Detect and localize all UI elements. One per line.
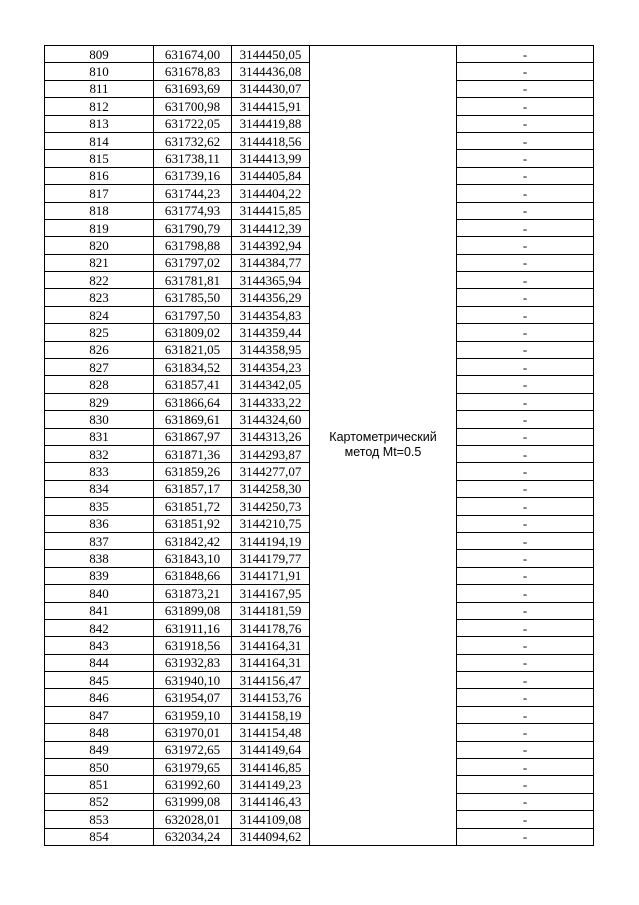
note-cell: - [457,376,594,393]
note-cell: - [457,289,594,306]
x-coordinate-cell: 631834,52 [154,359,232,376]
y-coordinate-cell: 3144333,22 [232,393,310,410]
x-coordinate-cell: 631899,08 [154,602,232,619]
point-number-cell: 813 [45,115,154,132]
x-coordinate-cell: 631918,56 [154,637,232,654]
note-cell: - [457,724,594,741]
coordinates-table-body [45,46,594,846]
note-cell: - [457,811,594,828]
point-number-cell: 847 [45,706,154,723]
x-coordinate-cell: 631866,64 [154,393,232,410]
point-number-cell: 849 [45,741,154,758]
point-number-cell: 830 [45,411,154,428]
y-coordinate-cell: 3144359,44 [232,324,310,341]
y-coordinate-cell: 3144258,30 [232,480,310,497]
note-cell: - [457,63,594,80]
x-coordinate-cell: 631869,61 [154,411,232,428]
x-coordinate-cell: 631843,10 [154,550,232,567]
point-number-cell: 824 [45,306,154,323]
y-coordinate-cell: 3144430,07 [232,80,310,97]
note-cell: - [457,254,594,271]
point-number-cell: 843 [45,637,154,654]
x-coordinate-cell: 631744,23 [154,185,232,202]
x-coordinate-cell: 631954,07 [154,689,232,706]
x-coordinate-cell: 631797,50 [154,306,232,323]
y-coordinate-cell: 3144404,22 [232,185,310,202]
note-cell: - [457,759,594,776]
note-cell: - [457,80,594,97]
note-cell: - [457,480,594,497]
note-cell: - [457,550,594,567]
x-coordinate-cell: 631738,11 [154,150,232,167]
y-coordinate-cell: 3144342,05 [232,376,310,393]
point-number-cell: 820 [45,237,154,254]
point-number-cell: 845 [45,672,154,689]
note-cell: - [457,324,594,341]
point-number-cell: 828 [45,376,154,393]
note-cell: - [457,202,594,219]
note-cell: - [457,219,594,236]
table-row [45,46,594,63]
note-cell: - [457,741,594,758]
y-coordinate-cell: 3144194,19 [232,532,310,549]
note-cell: - [457,515,594,532]
y-coordinate-cell: 3144178,76 [232,619,310,636]
y-coordinate-cell: 3144179,77 [232,550,310,567]
note-cell: - [457,115,594,132]
y-coordinate-cell: 3144415,85 [232,202,310,219]
y-coordinate-cell: 3144293,87 [232,445,310,462]
point-number-cell: 851 [45,776,154,793]
x-coordinate-cell: 631871,36 [154,445,232,462]
point-number-cell: 838 [45,550,154,567]
x-coordinate-cell: 631781,81 [154,272,232,289]
y-coordinate-cell: 3144156,47 [232,672,310,689]
point-number-cell: 837 [45,532,154,549]
y-coordinate-cell: 3144149,64 [232,741,310,758]
x-coordinate-cell: 631678,83 [154,63,232,80]
y-coordinate-cell: 3144146,85 [232,759,310,776]
point-number-cell: 811 [45,80,154,97]
y-coordinate-cell: 3144358,95 [232,341,310,358]
y-coordinate-cell: 3144153,76 [232,689,310,706]
y-coordinate-cell: 3144313,26 [232,428,310,445]
point-number-cell: 809 [45,46,154,63]
method-accuracy: метод Mt=0.5 [344,445,422,460]
y-coordinate-cell: 3144164,31 [232,654,310,671]
point-number-cell: 818 [45,202,154,219]
note-cell: - [457,672,594,689]
y-coordinate-cell: 3144149,23 [232,776,310,793]
note-cell: - [457,776,594,793]
x-coordinate-cell: 631732,62 [154,132,232,149]
x-coordinate-cell: 631857,41 [154,376,232,393]
note-cell: - [457,411,594,428]
x-coordinate-cell: 631790,79 [154,219,232,236]
method-name: Картометрический [329,430,437,445]
x-coordinate-cell: 631842,42 [154,532,232,549]
x-coordinate-cell: 631959,10 [154,706,232,723]
y-coordinate-cell: 3144354,23 [232,359,310,376]
point-number-cell: 826 [45,341,154,358]
x-coordinate-cell: 631821,05 [154,341,232,358]
x-coordinate-cell: 632034,24 [154,828,232,845]
note-cell: - [457,306,594,323]
point-number-cell: 832 [45,445,154,462]
y-coordinate-cell: 3144277,07 [232,463,310,480]
point-number-cell: 835 [45,498,154,515]
point-number-cell: 842 [45,619,154,636]
point-number-cell: 815 [45,150,154,167]
y-coordinate-cell: 3144405,84 [232,167,310,184]
x-coordinate-cell: 631722,05 [154,115,232,132]
point-number-cell: 848 [45,724,154,741]
point-number-cell: 839 [45,567,154,584]
y-coordinate-cell: 3144392,94 [232,237,310,254]
point-number-cell: 831 [45,428,154,445]
y-coordinate-cell: 3144324,60 [232,411,310,428]
point-number-cell: 821 [45,254,154,271]
coordinates-table [44,45,594,846]
note-cell: - [457,341,594,358]
x-coordinate-cell: 632028,01 [154,811,232,828]
note-cell: - [457,793,594,810]
y-coordinate-cell: 3144354,83 [232,306,310,323]
point-number-cell: 846 [45,689,154,706]
x-coordinate-cell: 631693,69 [154,80,232,97]
y-coordinate-cell: 3144146,43 [232,793,310,810]
x-coordinate-cell: 631867,97 [154,428,232,445]
y-coordinate-cell: 3144436,08 [232,63,310,80]
y-coordinate-cell: 3144181,59 [232,602,310,619]
note-cell: - [457,46,594,63]
y-coordinate-cell: 3144450,05 [232,46,310,63]
x-coordinate-cell: 631809,02 [154,324,232,341]
x-coordinate-cell: 631873,21 [154,585,232,602]
point-number-cell: 825 [45,324,154,341]
point-number-cell: 840 [45,585,154,602]
note-cell: - [457,237,594,254]
note-cell: - [457,272,594,289]
x-coordinate-cell: 631979,65 [154,759,232,776]
note-cell: - [457,619,594,636]
point-number-cell: 833 [45,463,154,480]
x-coordinate-cell: 631674,00 [154,46,232,63]
note-cell: - [457,567,594,584]
note-cell: - [457,602,594,619]
point-number-cell: 822 [45,272,154,289]
point-number-cell: 823 [45,289,154,306]
note-cell: - [457,393,594,410]
x-coordinate-cell: 631785,50 [154,289,232,306]
point-number-cell: 816 [45,167,154,184]
point-number-cell: 853 [45,811,154,828]
x-coordinate-cell: 631859,26 [154,463,232,480]
note-cell: - [457,828,594,845]
point-number-cell: 819 [45,219,154,236]
x-coordinate-cell: 631992,60 [154,776,232,793]
y-coordinate-cell: 3144154,48 [232,724,310,741]
x-coordinate-cell: 631972,65 [154,741,232,758]
point-number-cell: 836 [45,515,154,532]
x-coordinate-cell: 631970,01 [154,724,232,741]
note-cell: - [457,706,594,723]
point-number-cell: 812 [45,98,154,115]
y-coordinate-cell: 3144171,91 [232,567,310,584]
y-coordinate-cell: 3144418,56 [232,132,310,149]
x-coordinate-cell: 631798,88 [154,237,232,254]
x-coordinate-cell: 631940,10 [154,672,232,689]
y-coordinate-cell: 3144356,29 [232,289,310,306]
y-coordinate-cell: 3144419,88 [232,115,310,132]
y-coordinate-cell: 3144365,94 [232,272,310,289]
x-coordinate-cell: 631848,66 [154,567,232,584]
point-number-cell: 854 [45,828,154,845]
note-cell: - [457,428,594,445]
point-number-cell: 829 [45,393,154,410]
y-coordinate-cell: 3144415,91 [232,98,310,115]
note-cell: - [457,445,594,462]
note-cell: - [457,98,594,115]
y-coordinate-cell: 3144413,99 [232,150,310,167]
note-cell: - [457,689,594,706]
x-coordinate-cell: 631739,16 [154,167,232,184]
y-coordinate-cell: 3144158,19 [232,706,310,723]
x-coordinate-cell: 631932,83 [154,654,232,671]
y-coordinate-cell: 3144210,75 [232,515,310,532]
note-cell: - [457,132,594,149]
note-cell: - [457,359,594,376]
note-cell: - [457,150,594,167]
x-coordinate-cell: 631797,02 [154,254,232,271]
note-cell: - [457,585,594,602]
y-coordinate-cell: 3144167,95 [232,585,310,602]
note-cell: - [457,637,594,654]
x-coordinate-cell: 631911,16 [154,619,232,636]
point-number-cell: 827 [45,359,154,376]
note-cell: - [457,532,594,549]
point-number-cell: 850 [45,759,154,776]
point-number-cell: 817 [45,185,154,202]
y-coordinate-cell: 3144384,77 [232,254,310,271]
x-coordinate-cell: 631851,92 [154,515,232,532]
note-cell: - [457,463,594,480]
point-number-cell: 810 [45,63,154,80]
point-number-cell: 841 [45,602,154,619]
note-cell: - [457,185,594,202]
note-cell: - [457,167,594,184]
point-number-cell: 844 [45,654,154,671]
x-coordinate-cell: 631857,17 [154,480,232,497]
note-cell: - [457,498,594,515]
x-coordinate-cell: 631999,08 [154,793,232,810]
point-number-cell: 814 [45,132,154,149]
point-number-cell: 834 [45,480,154,497]
y-coordinate-cell: 3144412,39 [232,219,310,236]
x-coordinate-cell: 631700,98 [154,98,232,115]
x-coordinate-cell: 631851,72 [154,498,232,515]
method-cell [310,46,457,846]
x-coordinate-cell: 631774,93 [154,202,232,219]
note-cell: - [457,654,594,671]
y-coordinate-cell: 3144109,08 [232,811,310,828]
y-coordinate-cell: 3144250,73 [232,498,310,515]
y-coordinate-cell: 3144094,62 [232,828,310,845]
point-number-cell: 852 [45,793,154,810]
y-coordinate-cell: 3144164,31 [232,637,310,654]
